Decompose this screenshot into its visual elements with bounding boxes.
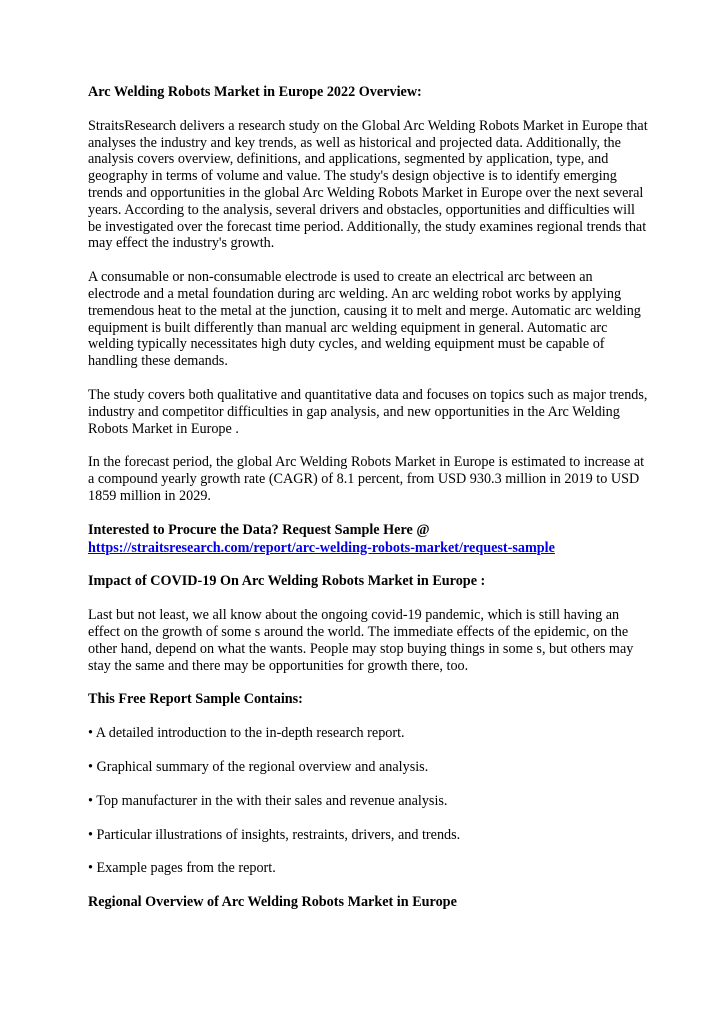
document-page (88, 84, 648, 911)
regional-overview-heading: Regional Overview of Arc Welding Robots Market in Europe (88, 894, 457, 911)
sample-request-link[interactable]: https://straitsresearch.com/report/arc-welding-robots-market/request-sample (88, 539, 555, 556)
sample-contents-heading: This Free Report Sample Contains: (88, 691, 303, 708)
sample-item-introduction: • A detailed introduction to the in-depth research report. (88, 725, 405, 742)
covid-paragraph: Last but not least, we all know about the ongoing covid-19 pandemic, which is still having an effect on the growth of some s around the world. The immediate effects of the epidemic, on the other hand, depend on what the wants. People may stop buying things in some s, but others may stay the same and there may be opportunities for growth there, too. (88, 607, 634, 674)
sample-item-graphical-summary: • Graphical summary of the regional overview and analysis. (88, 758, 429, 775)
study-scope-paragraph: The study covers both qualitative and quantitative data and focuses on topics such as major trends, industry and competitor difficulties in gap analysis, and new opportunities in the Arc Welding Robots Market in Europe . (88, 386, 648, 437)
intro-paragraph: StraitsResearch delivers a research study on the Global Arc Welding Robots Market in Europe that analyses the industry and key trends, as well as historical and projected data. Additionally, the analysis covers overview, definitions, and applications, segmented by application, type, and geography in terms of volume and value. The study's design objective is to identify emerging trends and opportunities in the global Arc Welding Robots Market in Europe over the next several years. According to the analysis, several drivers and obstacles, opportunities and difficulties will be investigated over the forecast time period. Additionally, the study examines regional trends that may effect the industry's growth. (88, 117, 648, 252)
arc-welding-description-paragraph: A consumable or non-consumable electrode is used to create an electrical arc between an electrode and a metal foundation during arc welding. An arc welding robot works by applying tremendous heat to the metal at the junction, causing it to melt and merge. Automatic arc welding equipment is built differently than manual arc welding equipment in general. Automatic arc welding typically necessitates high duty cycles, and welding equipment must be capable of handling these demands. (88, 269, 641, 370)
forecast-paragraph: In the forecast period, the global Arc Welding Robots Market in Europe is estimated to increase at a compound yearly growth rate (CAGR) of 8.1 percent, from USD 930.3 million in 2019 to USD 1859 million in 2029. (88, 454, 645, 504)
sample-request-label: Interested to Procure the Data? Request Sample Here @ (88, 521, 430, 538)
sample-item-top-manufacturer: • Top manufacturer in the with their sales and revenue analysis. (88, 792, 448, 809)
covid-heading: Impact of COVID-19 On Arc Welding Robots Market in Europe : (88, 573, 486, 590)
sample-item-example-pages: • Example pages from the report. (88, 860, 276, 877)
sample-item-illustrations: • Particular illustrations of insights, restraints, drivers, and trends. (88, 826, 461, 843)
document-title: Arc Welding Robots Market in Europe 2022 Overview: (88, 84, 422, 100)
